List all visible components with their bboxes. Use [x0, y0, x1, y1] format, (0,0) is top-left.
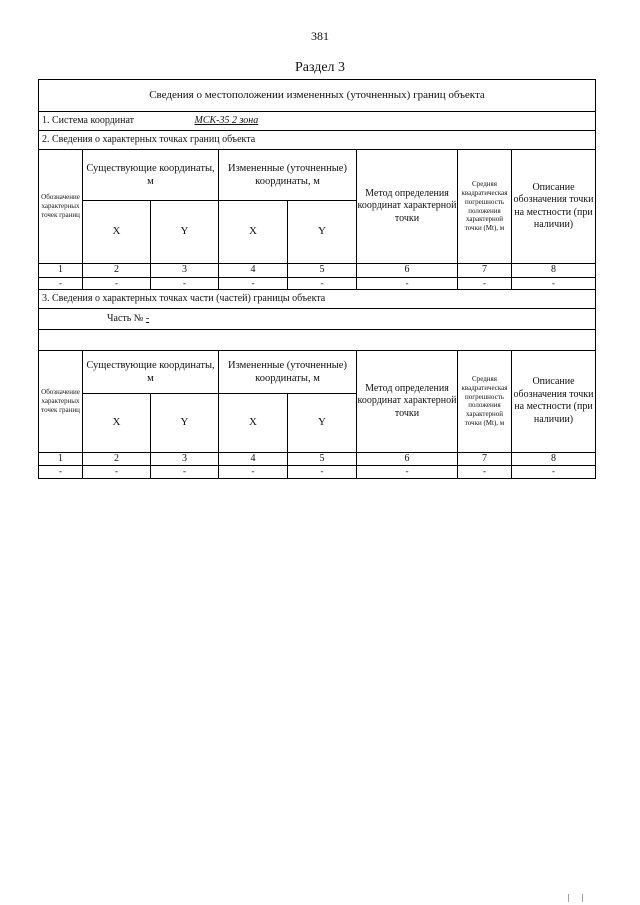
header-description: Описание обозначения точки на местности (при наличии) [512, 350, 596, 452]
parts-section-title: 3. Сведения о характерных точках части (частей) границы объекта [39, 289, 596, 308]
cell: - [83, 466, 151, 478]
part-row [39, 308, 596, 329]
cell: - [288, 277, 357, 289]
table-title: Сведения о местоположении измененных (уточненных) границ объекта [39, 80, 596, 112]
boundary-table [38, 79, 596, 479]
header-method: Метод определения координат характерной точки [357, 350, 458, 452]
spacer-row [39, 329, 596, 350]
part-label: Часть № [107, 312, 144, 324]
header-changed-coords: Измененные (уточненные) координаты, м [219, 350, 357, 393]
column-number: 6 [357, 452, 458, 466]
column-number: 7 [458, 264, 512, 278]
coord-system-value: МСК-35 2 зона [194, 114, 259, 126]
header-existing-x: X [83, 201, 151, 264]
column-number: 4 [219, 264, 288, 278]
part-value: - [145, 312, 150, 324]
column-number: 8 [512, 264, 596, 278]
header-existing-coords: Существующие координаты, м [83, 350, 219, 393]
section-title: Раздел 3 [294, 60, 346, 75]
column-numbers-row [39, 452, 596, 466]
cell: - [458, 277, 512, 289]
column-number: 2 [83, 264, 151, 278]
column-number: 5 [288, 264, 357, 278]
header-changed-y: Y [288, 201, 357, 264]
column-number: 8 [512, 452, 596, 466]
cell: - [458, 466, 512, 478]
cell: - [357, 466, 458, 478]
header-existing-x: X [83, 393, 151, 452]
header-rms-error: Средняя квадратическая погрешность положения характерной точки (Mt), м [458, 150, 512, 264]
header-changed-coords: Измененные (уточненные) координаты, м [219, 150, 357, 201]
cell: - [83, 277, 151, 289]
column-number: 1 [39, 264, 83, 278]
cell: - [288, 466, 357, 478]
page-number: 381 [311, 29, 329, 43]
table-row [39, 277, 596, 289]
column-number: 3 [151, 264, 219, 278]
column-number: 4 [219, 452, 288, 466]
cell: - [151, 277, 219, 289]
cell: - [512, 277, 596, 289]
points-section-title: 2. Сведения о характерных точках границ объекта [39, 131, 596, 150]
corner-mark: | | [568, 893, 589, 902]
header-designation: Обозначение характерных точек границ [39, 350, 83, 452]
header-method: Метод определения координат характерной точки [357, 150, 458, 264]
header-existing-coords: Существующие координаты, м [83, 150, 219, 201]
table-row [39, 466, 596, 478]
cell: - [39, 466, 83, 478]
header-rms-error: Средняя квадратическая погрешность положения характерной точки (Mt), м [458, 350, 512, 452]
coord-system-label: 1. Система координат [42, 114, 135, 126]
column-number: 1 [39, 452, 83, 466]
header-changed-y: Y [288, 393, 357, 452]
cell: - [219, 466, 288, 478]
cell: - [357, 277, 458, 289]
header-changed-x: X [219, 201, 288, 264]
cell: - [219, 277, 288, 289]
header-designation: Обозначение характерных точек границ [39, 150, 83, 264]
column-number: 5 [288, 452, 357, 466]
column-number: 2 [83, 452, 151, 466]
column-numbers-row [39, 264, 596, 278]
header-existing-y: Y [151, 393, 219, 452]
column-number: 6 [357, 264, 458, 278]
header-description: Описание обозначения точки на местности (при наличии) [512, 150, 596, 264]
cell: - [39, 277, 83, 289]
column-number: 7 [458, 452, 512, 466]
header-changed-x: X [219, 393, 288, 452]
header-existing-y: Y [151, 201, 219, 264]
column-number: 3 [151, 452, 219, 466]
cell: - [151, 466, 219, 478]
cell: - [512, 466, 596, 478]
coord-system-row [39, 112, 596, 131]
